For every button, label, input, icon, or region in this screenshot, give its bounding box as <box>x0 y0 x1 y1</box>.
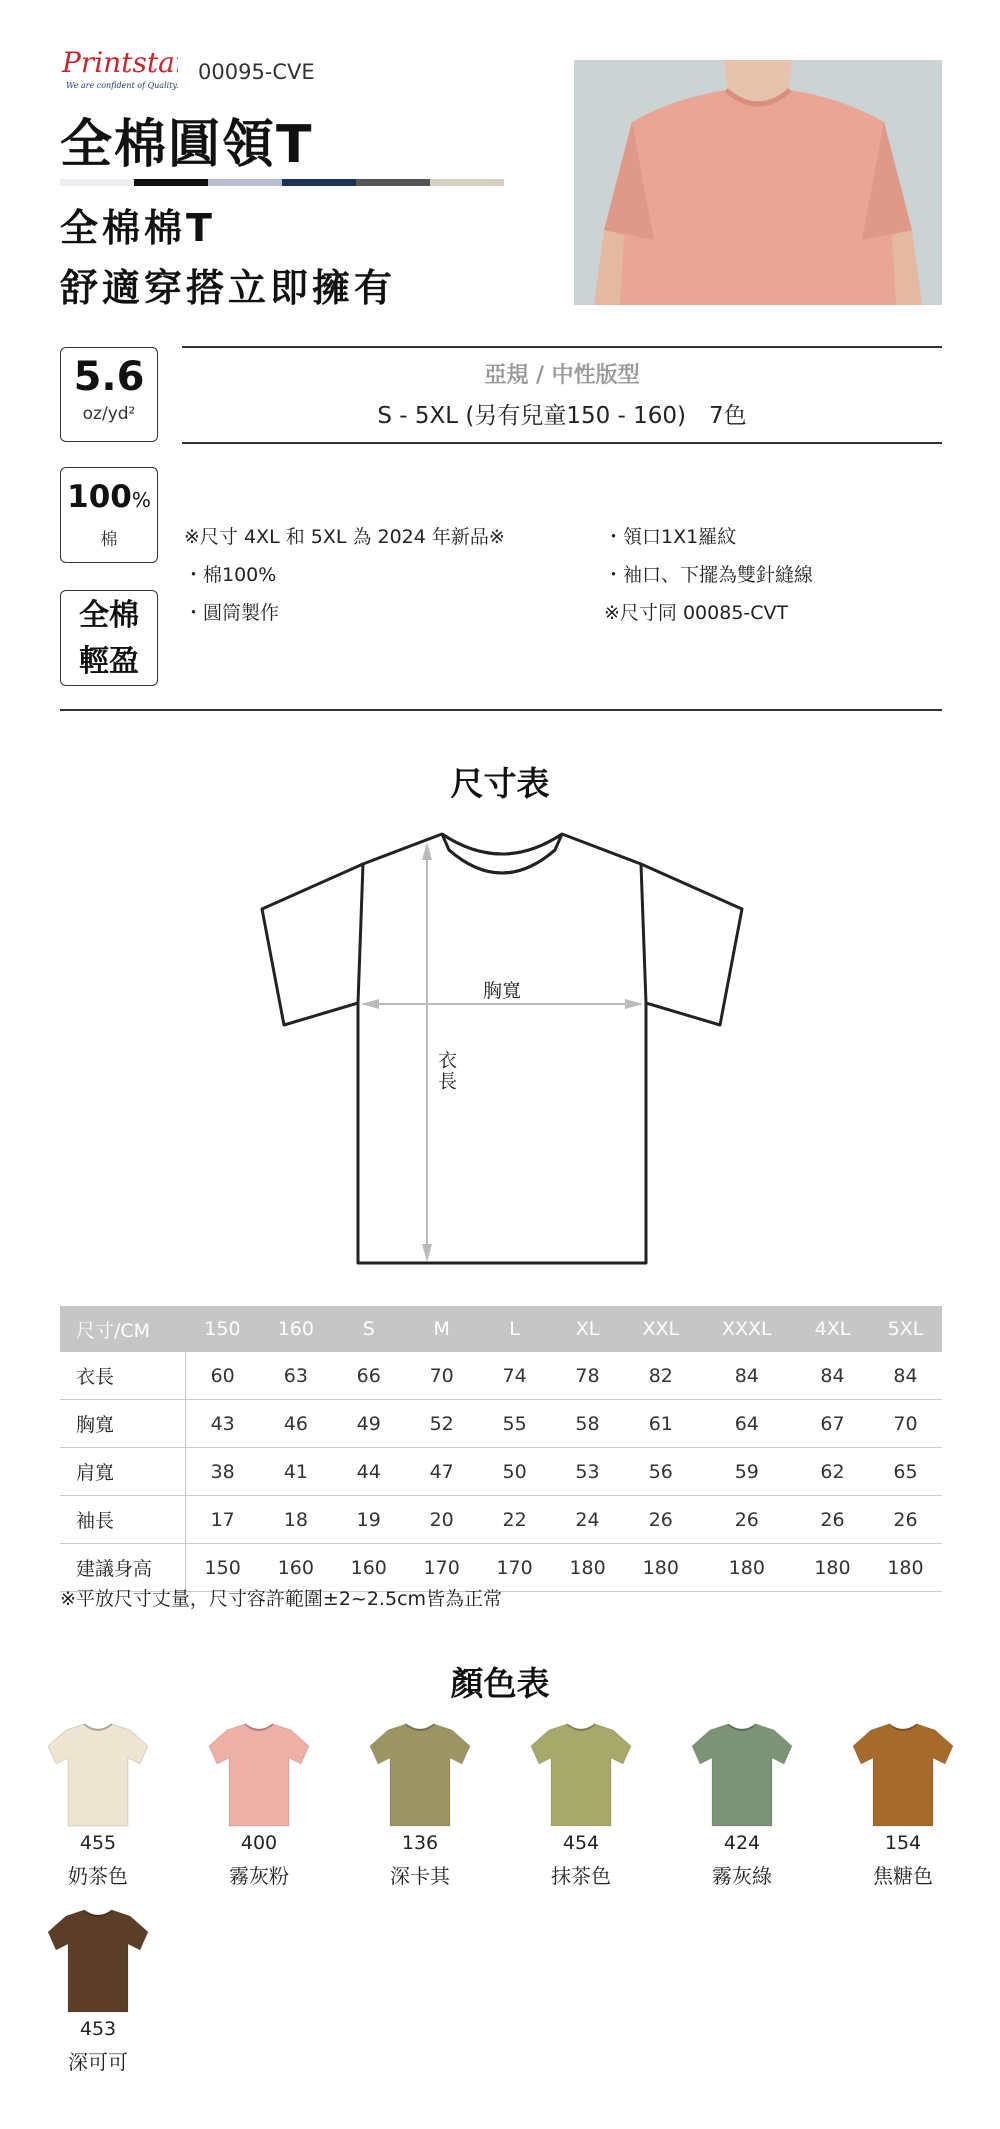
length-label: 衣長 <box>435 1050 457 1092</box>
size-header-cell: M <box>405 1306 478 1352</box>
accent-swatch <box>60 179 134 186</box>
color-code: 400 <box>240 1832 278 1854</box>
cotton-value: 100 <box>67 479 132 515</box>
size-cell: 180 <box>624 1544 698 1592</box>
size-cell: 70 <box>869 1400 942 1448</box>
size-cell: 46 <box>259 1400 332 1448</box>
size-cell: 66 <box>332 1352 405 1400</box>
size-cell: 70 <box>405 1352 478 1400</box>
color-swatch <box>199 1720 319 1889</box>
size-cell: 26 <box>869 1496 942 1544</box>
size-cell: 150 <box>186 1544 260 1592</box>
size-cell: 44 <box>332 1448 405 1496</box>
feature-left-1: ※尺寸 4XL 和 5XL 為 2024 年新品※ <box>184 526 505 548</box>
size-header-label: 尺寸/CM <box>60 1306 186 1352</box>
size-cell: 55 <box>478 1400 551 1448</box>
size-cell: 59 <box>698 1448 796 1496</box>
size-cell: 160 <box>259 1544 332 1592</box>
size-cell: 78 <box>551 1352 624 1400</box>
size-cell: 82 <box>624 1352 698 1400</box>
size-cell: 65 <box>869 1448 942 1496</box>
color-swatch <box>843 1720 963 1889</box>
size-row-label: 建議身高 <box>60 1544 186 1592</box>
size-table-row <box>60 1448 942 1496</box>
size-cell: 60 <box>186 1352 260 1400</box>
color-name: 奶茶色 <box>68 1864 128 1888</box>
measurement-note: ※平放尺寸丈量，尺寸容許範圍±2~2.5cm皆為正常 <box>60 1588 503 1610</box>
color-code: 424 <box>723 1832 761 1854</box>
feature-right-1: ・領口1X1羅紋 <box>604 526 737 548</box>
size-cell: 58 <box>551 1400 624 1448</box>
color-chart-title: 顏色表 <box>450 1664 550 1703</box>
size-cell: 74 <box>478 1352 551 1400</box>
subtitle-line-2: 舒適穿搭立即擁有 <box>60 266 397 310</box>
color-swatch <box>360 1720 480 1889</box>
size-cell: 17 <box>186 1496 260 1544</box>
color-name: 霧灰綠 <box>712 1864 772 1888</box>
size-row-label: 肩寬 <box>60 1448 186 1496</box>
page-title: 全棉圓領T <box>60 115 314 175</box>
size-cell: 26 <box>698 1496 796 1544</box>
size-cell: 43 <box>186 1400 260 1448</box>
size-cell: 22 <box>478 1496 551 1544</box>
size-header-cell: XXL <box>624 1306 698 1352</box>
cotton-unit: % <box>131 488 151 512</box>
accent-swatch <box>208 179 282 186</box>
cotton-label: 棉 <box>100 530 118 550</box>
size-cell: 26 <box>796 1496 869 1544</box>
size-row-label: 袖長 <box>60 1496 186 1544</box>
feature-left-3: ・圓筒製作 <box>184 602 280 624</box>
feature-right-3: ※尺寸同 00085-CVT <box>604 602 789 624</box>
size-header-cell: 160 <box>259 1306 332 1352</box>
color-swatch <box>38 1720 158 1889</box>
size-row-label: 衣長 <box>60 1352 186 1400</box>
weight-badge <box>60 347 158 442</box>
size-cell: 180 <box>796 1544 869 1592</box>
color-code: 154 <box>884 1832 922 1854</box>
size-cell: 53 <box>551 1448 624 1496</box>
size-chart-title: 尺寸表 <box>450 764 550 803</box>
divider <box>182 442 942 444</box>
size-table-row <box>60 1400 942 1448</box>
tshirt-icon <box>46 1720 150 1828</box>
size-cell: 180 <box>551 1544 624 1592</box>
size-cell: 52 <box>405 1400 478 1448</box>
product-photo <box>574 60 942 305</box>
product-code: 00095-CVE <box>198 60 315 84</box>
size-cell: 24 <box>551 1496 624 1544</box>
accent-swatch <box>430 179 504 186</box>
size-header-cell: 5XL <box>869 1306 942 1352</box>
feature-left-2: ・棉100% <box>184 564 277 586</box>
size-header-cell: 150 <box>186 1306 260 1352</box>
size-cell: 56 <box>624 1448 698 1496</box>
size-cell: 170 <box>478 1544 551 1592</box>
size-header-cell: L <box>478 1306 551 1352</box>
brand-tagline: We are confident of Quality. <box>66 81 178 90</box>
subtitle-line-1: 全棉棉T <box>60 206 216 250</box>
color-swatch <box>521 1720 641 1889</box>
size-cell: 180 <box>698 1544 796 1592</box>
tshirt-icon <box>368 1720 472 1828</box>
color-code: 455 <box>79 1832 117 1854</box>
size-cell: 20 <box>405 1496 478 1544</box>
accent-swatch <box>356 179 430 186</box>
color-code: 454 <box>562 1832 600 1854</box>
accent-swatch <box>282 179 356 186</box>
size-header-cell: XXXL <box>698 1306 796 1352</box>
chest-label: 胸寬 <box>483 980 522 1002</box>
weight-value: 5.6 <box>73 354 145 400</box>
light-line-2: 輕盈 <box>79 644 139 679</box>
size-cell: 180 <box>869 1544 942 1592</box>
size-table-header <box>60 1306 942 1352</box>
size-header-cell: 4XL <box>796 1306 869 1352</box>
light-line-1: 全棉 <box>79 598 139 633</box>
size-cell: 84 <box>796 1352 869 1400</box>
size-cell: 170 <box>405 1544 478 1592</box>
color-name: 焦糖色 <box>873 1864 933 1888</box>
size-header-cell: S <box>332 1306 405 1352</box>
size-cell: 62 <box>796 1448 869 1496</box>
size-cell: 50 <box>478 1448 551 1496</box>
fit-label: 亞規 / 中性版型 <box>484 363 640 388</box>
size-cell: 61 <box>624 1400 698 1448</box>
accent-color-bar <box>60 179 504 186</box>
size-range: S - 5XL (另有兒童150 - 160) 7色 <box>377 403 747 429</box>
size-cell: 18 <box>259 1496 332 1544</box>
size-cell: 67 <box>796 1400 869 1448</box>
brand-name: Printstar <box>62 46 178 79</box>
tshirt-icon <box>851 1720 955 1828</box>
size-cell: 84 <box>869 1352 942 1400</box>
size-cell: 63 <box>259 1352 332 1400</box>
color-swatch <box>38 1906 158 2075</box>
size-cell: 160 <box>332 1544 405 1592</box>
brand-logo <box>60 42 178 94</box>
size-table <box>60 1306 942 1592</box>
size-table-row <box>60 1496 942 1544</box>
light-badge <box>60 590 158 686</box>
size-cell: 84 <box>698 1352 796 1400</box>
divider <box>182 346 942 348</box>
divider <box>60 709 942 711</box>
size-header-cell: XL <box>551 1306 624 1352</box>
color-code: 136 <box>401 1832 439 1854</box>
color-name: 霧灰粉 <box>229 1864 289 1888</box>
tshirt-icon <box>207 1720 311 1828</box>
size-cell: 26 <box>624 1496 698 1544</box>
subtitle <box>60 198 396 318</box>
tshirt-icon <box>690 1720 794 1828</box>
tshirt-diagram <box>255 820 755 1280</box>
size-cell: 19 <box>332 1496 405 1544</box>
accent-swatch <box>134 179 208 186</box>
size-cell: 47 <box>405 1448 478 1496</box>
color-name: 深可可 <box>68 2050 128 2074</box>
size-cell: 49 <box>332 1400 405 1448</box>
size-cell: 64 <box>698 1400 796 1448</box>
color-name: 深卡其 <box>390 1864 450 1888</box>
color-code: 453 <box>79 2018 117 2040</box>
size-table-row <box>60 1352 942 1400</box>
feature-right-2: ・袖口、下擺為雙針縫線 <box>604 564 814 586</box>
size-cell: 41 <box>259 1448 332 1496</box>
tshirt-icon <box>529 1720 633 1828</box>
size-cell: 38 <box>186 1448 260 1496</box>
size-row-label: 胸寬 <box>60 1400 186 1448</box>
color-name: 抹茶色 <box>551 1864 611 1888</box>
cotton-badge <box>60 467 158 563</box>
color-swatch <box>682 1720 802 1889</box>
weight-unit: oz/yd² <box>82 404 136 424</box>
tshirt-icon <box>46 1906 150 2014</box>
